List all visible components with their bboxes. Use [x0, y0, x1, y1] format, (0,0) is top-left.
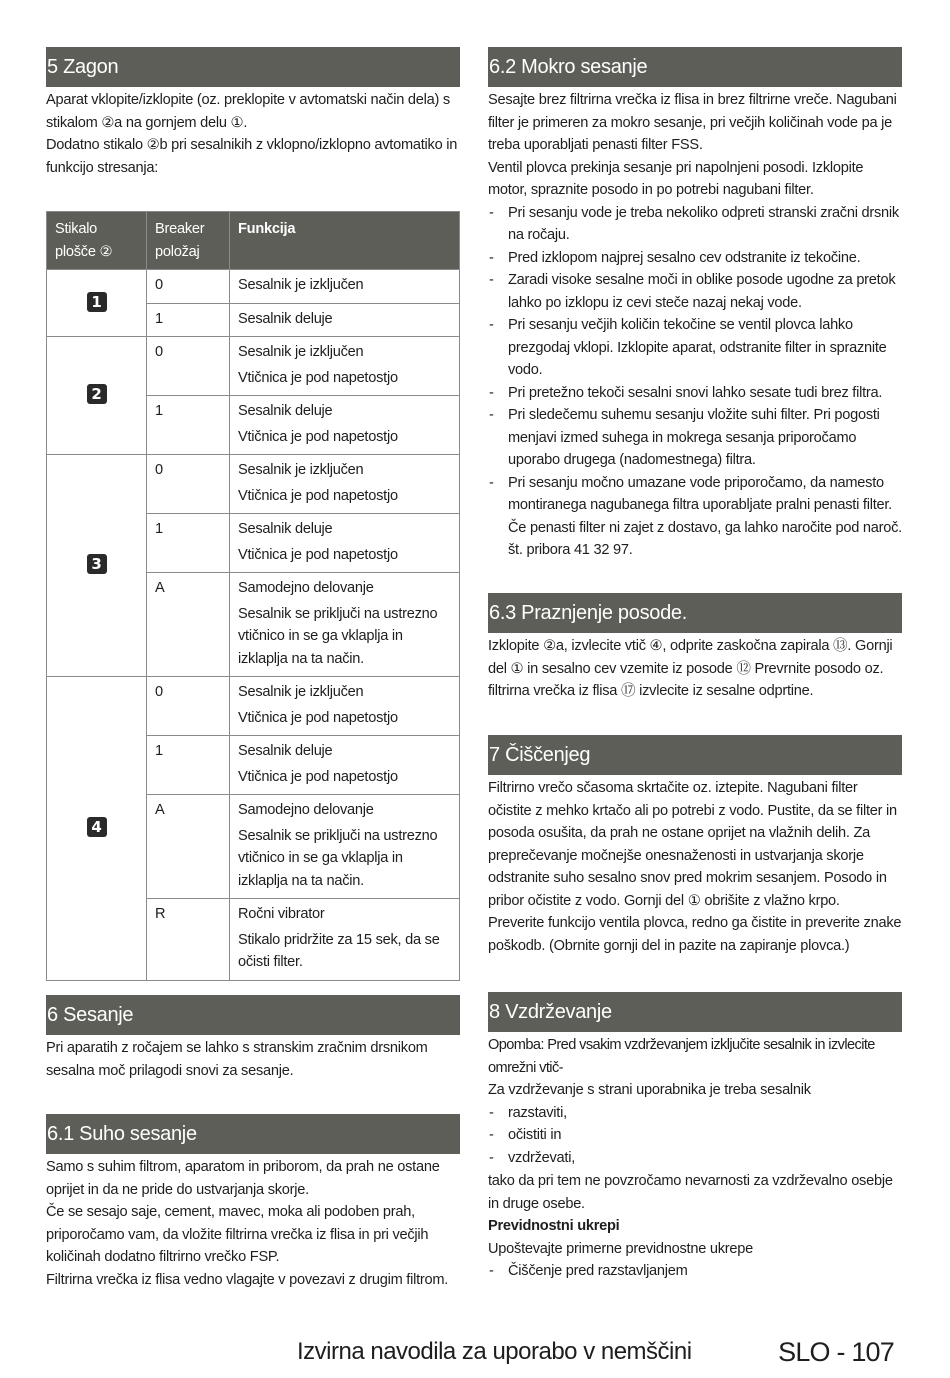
switch-cell	[47, 337, 147, 455]
section-8-paragraph-1: Za vzdrževanje s strani uporabnika je treba sesalnik	[488, 1082, 811, 1098]
function-text: Ročni vibrator	[238, 906, 325, 922]
section-7-paragraph-1: Filtrirno vrečo sčasoma skrtačite oz. iztepite. Nagubani filter očistite z mehko krtačo ali po potrebi z vodo. Pustite, da se filter in posoda osušita, da prah ne ostane oprijet na vlažnih delih. Za preprečevanje močnejše onesnaženosti in ustvarjanja skorje odstranite suho sesalno snov pred mokrim sesanjem. Posodo in pribor očistite z vodo. Gornji del ① obrišite z vlažno krpo.	[488, 780, 897, 909]
list-item: - Pri sesanju vode je treba nekoliko odpreti stranski zračni drsnik na ročaju.	[488, 202, 902, 247]
section-5-paragraph-1: Aparat vklopite/izklopite (oz. preklopite v avtomatski način dela) s stikalom ②a na gornjem delu ①.	[46, 92, 450, 131]
section-6-2-paragraph-1: Sesajte brez filtrirna vrečka iz flisa in brez filtrirne vreče. Nagubani filter je primeren za mokro sesanje, pri večjih količinah vode pa je treba uporabljati penasti filter FSS.	[488, 92, 897, 153]
function-cell	[230, 270, 460, 304]
switch-number-badge: 3	[87, 554, 107, 574]
function-text: Sesalnik deluje	[238, 521, 333, 537]
section-8-list-2	[488, 1260, 902, 1283]
section-7	[488, 735, 902, 957]
switch-number-badge: 2	[87, 384, 107, 404]
list-item: - Pri sesanju večjih količin tekočine se ventil plovca lahko prezgodaj vklopi. Izklopite aparat, odstranite filter in spraznite vodo.	[488, 314, 902, 382]
section-8-note: Opomba: Pred vsakim vzdrževanjem izključite sesalnik in izvlecite omrežni vtič-	[488, 1037, 875, 1076]
section-8-list-1	[488, 1102, 902, 1170]
function-cell	[230, 514, 460, 573]
table-header-row	[47, 212, 460, 270]
position-cell: 0	[147, 455, 230, 514]
function-cell	[230, 899, 460, 981]
list-item: - Pri pretežno tekoči sesalni snovi lahko sesate tudi brez filtra.	[488, 382, 902, 405]
section-8-paragraph-2: tako da pri tem ne povzročamo nevarnosti za vzdrževalno osebje in druge osebe.	[488, 1173, 893, 1212]
function-text: Vtičnica je pod napetostjo	[238, 709, 398, 726]
list-item: - vzdrževati,	[488, 1147, 902, 1170]
position-cell: R	[147, 899, 230, 981]
table-row	[47, 677, 460, 736]
section-5	[46, 47, 460, 179]
list-item: - Pri sesanju močno umazane vode priporočamo, da namesto montiranega nagubanega filtra uporabljate pralni penasti filter. Če penasti filter ni zajet z dostavo, ga lahko naročite pod naroč. št. pribora 41 32 97.	[488, 472, 902, 562]
function-cell	[230, 396, 460, 455]
function-text: Sesalnik deluje	[238, 743, 333, 759]
section-6-2-list	[488, 202, 902, 562]
section-6-1-paragraph-1: Samo s suhim filtrom, aparatom in priborom, da prah ne ostane oprijet in da ne pride do ustvarjanja skorje.	[46, 1159, 440, 1198]
position-cell: 0	[147, 677, 230, 736]
switch-function-table	[46, 211, 460, 981]
function-text: Sesalnik je izključen	[238, 684, 364, 700]
section-5-paragraph-2: Dodatno stikalo ②b pri sesalnikih z vklopno/izklopno avtomatiko in funkcijo stresanja:	[46, 137, 458, 176]
section-8	[488, 992, 902, 1283]
header-function: Funkcija	[230, 212, 460, 270]
function-text: Vtičnica je pod napetostjo	[238, 546, 398, 563]
function-cell	[230, 677, 460, 736]
function-cell	[230, 337, 460, 396]
section-7-heading: 7 Čiščenjeg	[488, 735, 902, 775]
switch-cell	[47, 677, 147, 981]
function-text: Sesalnik se priključi na ustrezno vtičnico in se ga vklaplja in izklaplja na ta način.	[238, 827, 438, 889]
section-6-paragraph: Pri aparatih z ročajem se lahko s stranskim zračnim drsnikom sesalna moč prilagodi snovi za sesanje.	[46, 1040, 428, 1079]
switch-cell	[47, 455, 147, 677]
function-cell	[230, 795, 460, 899]
position-cell: 1	[147, 396, 230, 455]
function-text: Vtičnica je pod napetostjo	[238, 428, 398, 445]
section-8-paragraph-3: Upoštevajte primerne previdnostne ukrepe	[488, 1240, 754, 1257]
section-6-2-paragraph-2: Ventil plovca prekinja sesanje pri napolnjeni posodi. Izklopite motor, spraznite posodo in po potrebi nagubani filter.	[488, 159, 864, 198]
function-cell	[230, 736, 460, 795]
position-cell: 1	[147, 514, 230, 573]
table-row	[47, 270, 460, 304]
switch-number-badge: 1	[87, 292, 107, 312]
section-6-heading: 6 Sesanje	[46, 995, 460, 1035]
position-cell: A	[147, 573, 230, 677]
table-row	[47, 337, 460, 396]
section-6-3	[488, 593, 902, 703]
function-text: Sesalnik je izključen	[238, 277, 364, 293]
function-text: Samodejno delovanje	[238, 802, 374, 818]
section-6	[46, 995, 460, 1082]
function-text: Stikalo pridržite za 15 sek, da se očisti filter.	[238, 931, 440, 970]
function-cell	[230, 573, 460, 677]
position-cell: 0	[147, 270, 230, 304]
function-text: Sesalnik je izključen	[238, 462, 364, 478]
position-cell: A	[147, 795, 230, 899]
section-7-paragraph-2: Preverite funkcijo ventila plovca, redno ga čistite in preverite znake poškodb. (Obrnite gornji del in pazite na zapiranje plovca.)	[488, 915, 902, 954]
section-6-2-heading: 6.2 Mokro sesanje	[488, 47, 902, 87]
list-item: - Čiščenje pred razstavljanjem	[488, 1260, 902, 1283]
function-cell	[230, 455, 460, 514]
function-text: Samodejno delovanje	[238, 580, 374, 596]
page-number: SLO - 107	[778, 1337, 894, 1367]
position-cell: 0	[147, 337, 230, 396]
list-item: - Pri sledečemu suhemu sesanju vložite suhi filter. Pri pogosti menjavi izmed suhega in mokrega sesanja priporočamo uporabo drugega (nadomestnega) filtra.	[488, 404, 902, 472]
list-item: - razstaviti,	[488, 1102, 902, 1125]
position-cell: 1	[147, 303, 230, 337]
section-6-1-paragraph-2: Če se sesajo saje, cement, mavec, moka ali podoben prah, priporočamo vam, da vložite filtrirna vrečka iz flisa in pri večjih količinah dodatno filtrirno vrečko FSP.	[46, 1204, 429, 1265]
switch-cell	[47, 270, 147, 337]
header-switch: Stikalo plošče ②	[47, 212, 147, 270]
section-6-3-paragraph: Izklopite ②a, izvlecite vtič ④, odprite zaskočna zapirala ⑬. Gornji del ① in sesalno cev vzemite iz posode ⑫ Prevrnite posodo oz. filtrirna vrečka iz flisa ⑰ izvlecite iz sesalne odprtine.	[488, 638, 893, 699]
section-6-2	[488, 47, 902, 562]
header-position: Breaker položaj	[147, 212, 230, 270]
section-5-heading: 5 Zagon	[46, 47, 460, 87]
function-text: Sesalnik je izključen	[238, 344, 364, 360]
footer-title: Izvirna navodila za uporabo v nemščini	[297, 1338, 692, 1365]
function-text: Sesalnik se priključi na ustrezno vtičnico in se ga vklaplja in izklaplja na ta način.	[238, 605, 438, 667]
switch-number-badge: 4	[87, 817, 107, 837]
table-row	[47, 455, 460, 514]
list-item: - Zaradi visoke sesalne moči in oblike posode ugodne za pretok lahko po izklopu iz cevi steče nazaj nekaj vode.	[488, 269, 902, 314]
section-6-3-heading: 6.3 Praznjenje posode.	[488, 593, 902, 633]
section-8-subheading: Previdnostni ukrepi	[488, 1218, 620, 1234]
function-cell	[230, 303, 460, 337]
section-6-1	[46, 1114, 460, 1291]
section-8-heading: 8 Vzdrževanje	[488, 992, 902, 1032]
position-cell: 1	[147, 736, 230, 795]
function-text: Sesalnik deluje	[238, 310, 333, 327]
section-6-1-heading: 6.1 Suho sesanje	[46, 1114, 460, 1154]
list-item: - Pred izklopom najprej sesalno cev odstranite iz tekočine.	[488, 247, 902, 270]
function-text: Vtičnica je pod napetostjo	[238, 369, 398, 386]
section-6-1-paragraph-3: Filtrirna vrečka iz flisa vedno vlagajte v povezavi z drugim filtrom.	[46, 1271, 449, 1288]
function-text: Vtičnica je pod napetostjo	[238, 487, 398, 504]
function-text: Vtičnica je pod napetostjo	[238, 768, 398, 785]
list-item: - očistiti in	[488, 1124, 902, 1147]
function-text: Sesalnik deluje	[238, 403, 333, 419]
